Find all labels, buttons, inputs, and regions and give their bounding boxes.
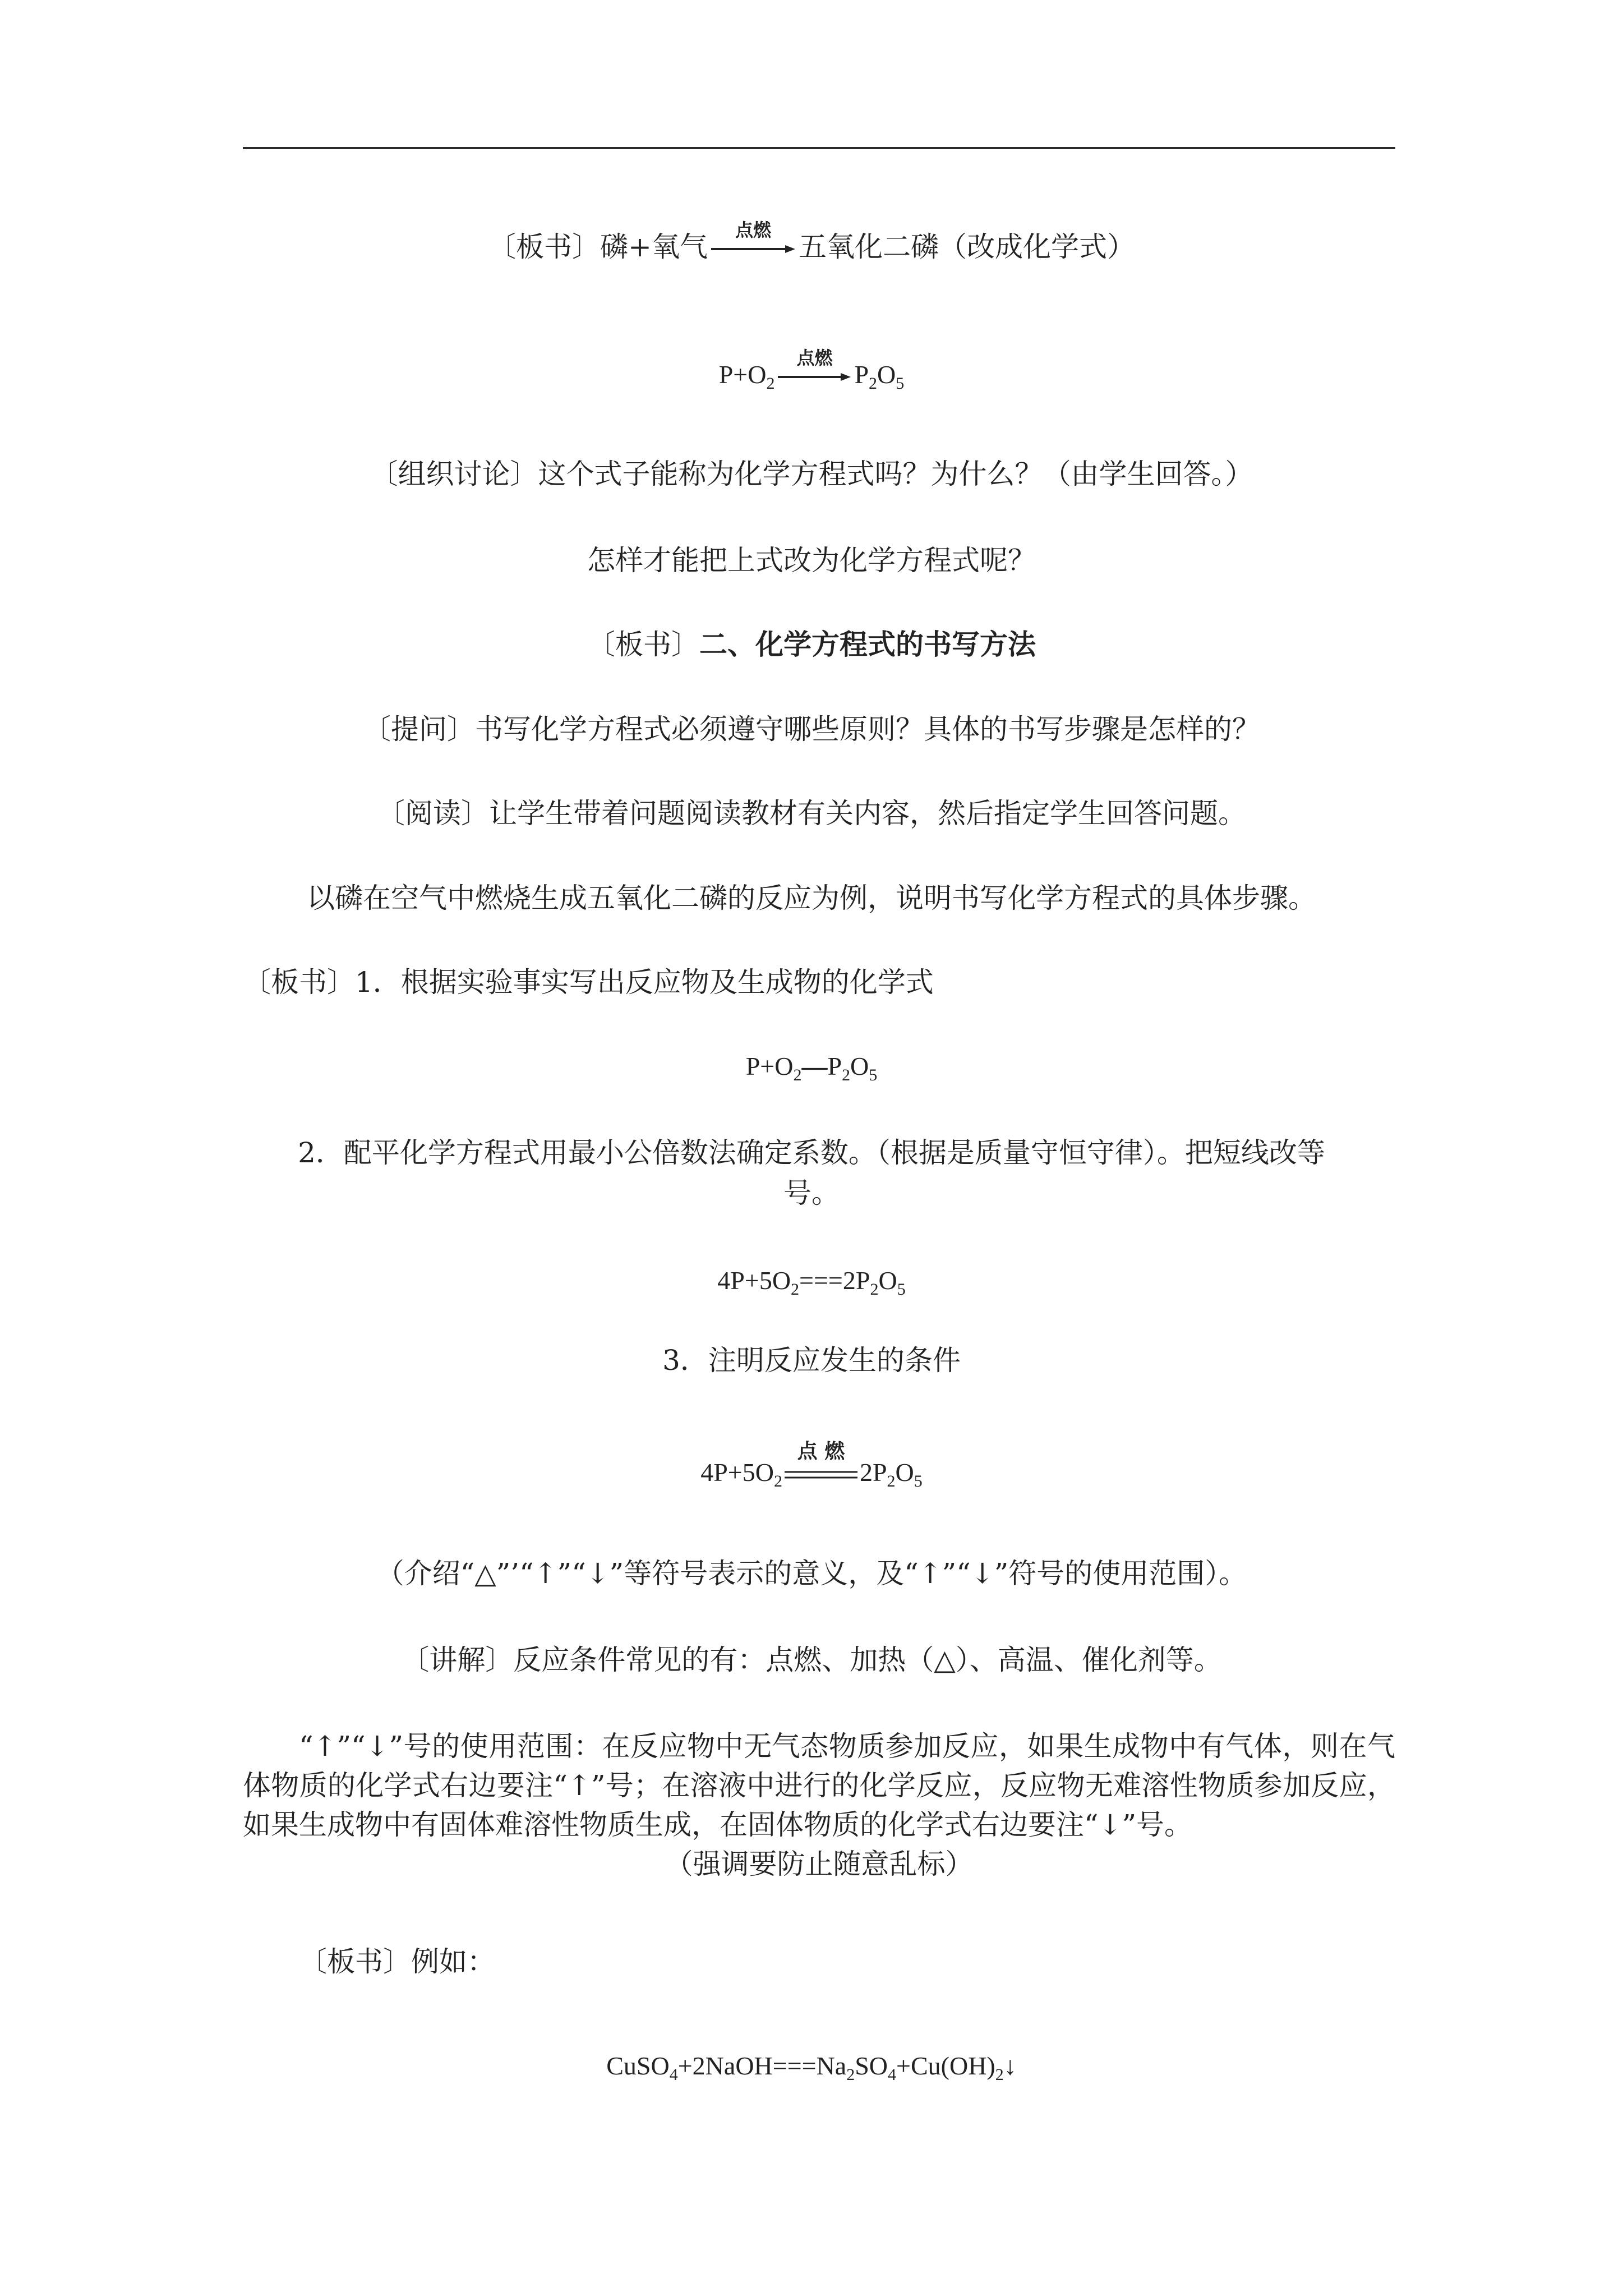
arrow-condition: 点燃 [796,347,833,369]
formula-subscript: 2 [842,1066,851,1084]
formula-text: ===2P [799,1266,870,1295]
formula-subscript: 2 [793,1066,802,1084]
formula-text: +Cu(OH) [896,2051,995,2080]
formula-subscript: 5 [897,1280,906,1299]
section-heading: 二、化学方程式的书写方法 [699,628,1036,661]
formula-subscript: 5 [914,1472,923,1490]
section-title [0,625,1623,664]
formula-4 [0,1440,1623,1492]
formula-subscript: 2 [846,2065,855,2084]
formula-text: SO [855,2051,888,2080]
formula-text: P+O [745,1052,794,1080]
formula-text: O [877,360,896,389]
board-1-prefix: 〔板书〕磷+氧气 [488,231,708,263]
step-1-line: 〔板书〕1．根据实验事实写出反应物及生成物的化学式 [243,966,934,999]
formula-text: P+O [718,360,767,389]
formula-text: 4P+5O [717,1266,791,1295]
formula-text: O [878,1266,897,1295]
reaction-equals [785,1440,857,1481]
formula-subscript: 4 [669,2065,678,2084]
formula-text: CuSO [606,2051,670,2080]
formula-subscript: 5 [896,374,905,393]
read-line: 〔阅读〕让学生带着问题阅读教材有关内容，然后指定学生回答问题。 [377,797,1246,830]
formula-subscript: 2 [870,1280,879,1299]
formula-subscript: 2 [766,374,775,393]
formula-subscript: 5 [869,1066,878,1084]
formula-text: O [895,1458,914,1487]
formula-text: +2NaOH===Na [677,2051,847,2080]
down-arrow-symbol: ↓ [1003,2051,1017,2080]
formula-subscript: 4 [888,2065,897,2084]
usage-paragraph-end: （强调要防止随意乱标） [665,1848,974,1880]
usage-paragraph-text: “↑”“↓”号的使用范围：在反应物中无气态物质参加反应，如果生成物中有气体，则在气体物质的化学式右边要注“↑”号；在溶液中进行的化学反应，反应物无难溶性物质参加反应，如果生成物中有固体难溶性物质生成，在固体物质的化学式右边要注“↓”号。 [243,1730,1395,1841]
example-intro-line: 以磷在空气中燃烧生成五氧化二磷的反应为例，说明书写化学方程式的具体步骤。 [307,882,1316,914]
formula-1 [0,347,1623,394]
formula-text: P [827,1052,842,1080]
formula-text: O [850,1052,869,1080]
question-line: 怎样才能把上式改为化学方程式呢？ [587,544,1036,577]
explain-line: 〔讲解〕反应条件常见的有：点燃、加热（△）、高温、催化剂等。 [401,1644,1222,1676]
header-rule [243,147,1395,149]
formula-3 [0,1261,1623,1300]
board-example-line: 〔板书〕例如： [299,1945,495,1978]
reaction-arrow-2 [778,347,851,383]
usage-paragraph [243,1727,1395,1884]
discuss-line: 〔组织讨论〕这个式子能称为化学方程式吗？为什么？（由学生回答。） [370,458,1253,490]
board-1-suffix: 五氧化二磷（改成化学式） [798,231,1135,263]
arrow-condition: 点燃 [735,219,771,241]
step-2-line-1: 2．配平化学方程式用最小公倍数法确定系数。（根据是质量守恒守律）。把短线改等 [298,1137,1325,1169]
formula-text: 4P+5O [700,1458,774,1487]
intro-symbols-line: （介绍“△”’“↑”“↓”等符号表示的意义，及“↑”“↓”符号的使用范围）。 [376,1557,1247,1590]
reaction-arrow-1 [711,219,795,255]
formula-subscript: 2 [791,1280,800,1299]
formula-text: 2P [859,1458,887,1487]
board-line-1 [0,219,1623,266]
step-3-line: 3．注明反应发生的条件 [662,1344,961,1377]
formula-text: P [854,360,869,389]
formula-subscript: 2 [773,1472,782,1490]
formula-subscript: 2 [995,2065,1004,2084]
formula-subscript: 2 [887,1472,896,1490]
formula-subscript: 2 [869,374,878,393]
ask-line: 〔提问〕书写化学方程式必须遵守哪些原则？具体的书写步骤是怎样的？ [363,713,1260,746]
step-2-line-2: 号。 [783,1177,840,1209]
formula-5 [0,2046,1623,2086]
equals-condition: 点 燃 [797,1440,845,1464]
formula-dash: — [801,1052,828,1080]
formula-2 [0,1047,1623,1086]
section-tag: 〔板书〕 [587,628,699,661]
